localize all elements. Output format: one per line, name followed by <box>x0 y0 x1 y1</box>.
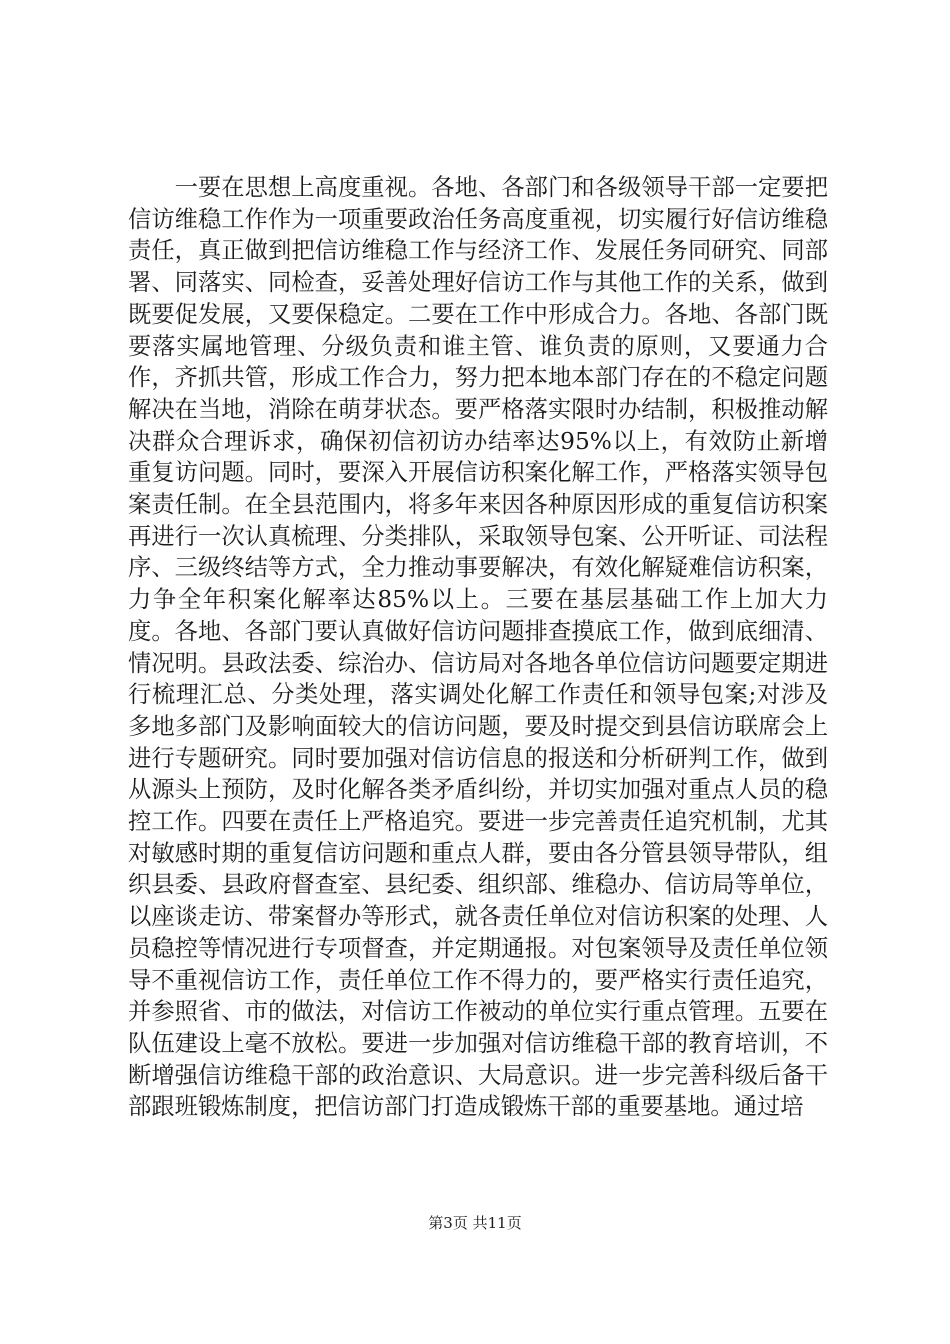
page-footer: 第3页 共11页 <box>428 1214 522 1232</box>
body-paragraph: 一要在思想上高度重视。各地、各部门和各级领导干部一定要把信访维稳工作作为一项重要政治任务高度重视，切实履行好信访维稳责任，真正做到把信访维稳工作与经济工作、发展任务同研究、同部署、同落实、同检查，妥善处理好信访工作与其他工作的关系，做到既要促发展，又要保稳定。二要在工作中形成合力。各地、各部门既要落实属地管理、分级负责和谁主管、谁负责的原则，又要通力合作，齐抓共管，形成工作合力，努力把本地本部门存在的不稳定问题解决在当地，消除在萌芽状态。要严格落实限时办结制，积极推动解决群众合理诉求，确保初信初访办结率达95%以上，有效防止新增重复访问题。同时，要深入开展信访积案化解工作，严格落实领导包案责任制。在全县范围内，将多年来因各种原因形成的重复信访积案再进行一次认真梳理、分类排队，采取领导包案、公开听证、司法程序、三级终结等方式，全力推动事要解决，有效化解疑难信访积案，力争全年积案化解率达85%以上。三要在基层基础工作上加大力度。各地、各部门要认真做好信访问题排查摸底工作，做到底细清、情况明。县政法委、综治办、信访局对各地各单位信访问题要定期进行梳理汇总、分类处理，落实调处化解工作责任和领导包案;对涉及多地多部门及影响面较大的信访问题，要及时提交到县信访联席会上进行专题研究。同时要加强对信访信息的报送和分析研判工作，做到从源头上预防，及时化解各类矛盾纠纷，并切实加强对重点人员的稳控工作。四要在责任上严格追究。要进一步完善责任追究机制，尤其对敏感时期的重复信访问题和重点人群，要由各分管县领导带队，组织县委、县政府督查室、县纪委、组织部、维稳办、信访局等单位，以座谈走访、带案督办等形式，就各责任单位对信访积案的处理、人员稳控等情况进行专项督查，并定期通报。对包案领导及责任单位领导不重视信访工作，责任单位工作不得力的，要严格实行责任追究，并参照省、市的做法，对信访工作被动的单位实行重点管理。五要在队伍建设上毫不放松。要进一步加强对信访维稳干部的教育培训，不断增强信访维稳干部的政治意识、大局意识。进一步完善科级后备干部跟班锻炼制度，把信访部门打造成锻炼干部的重要基地。通过培 <box>128 174 828 1121</box>
